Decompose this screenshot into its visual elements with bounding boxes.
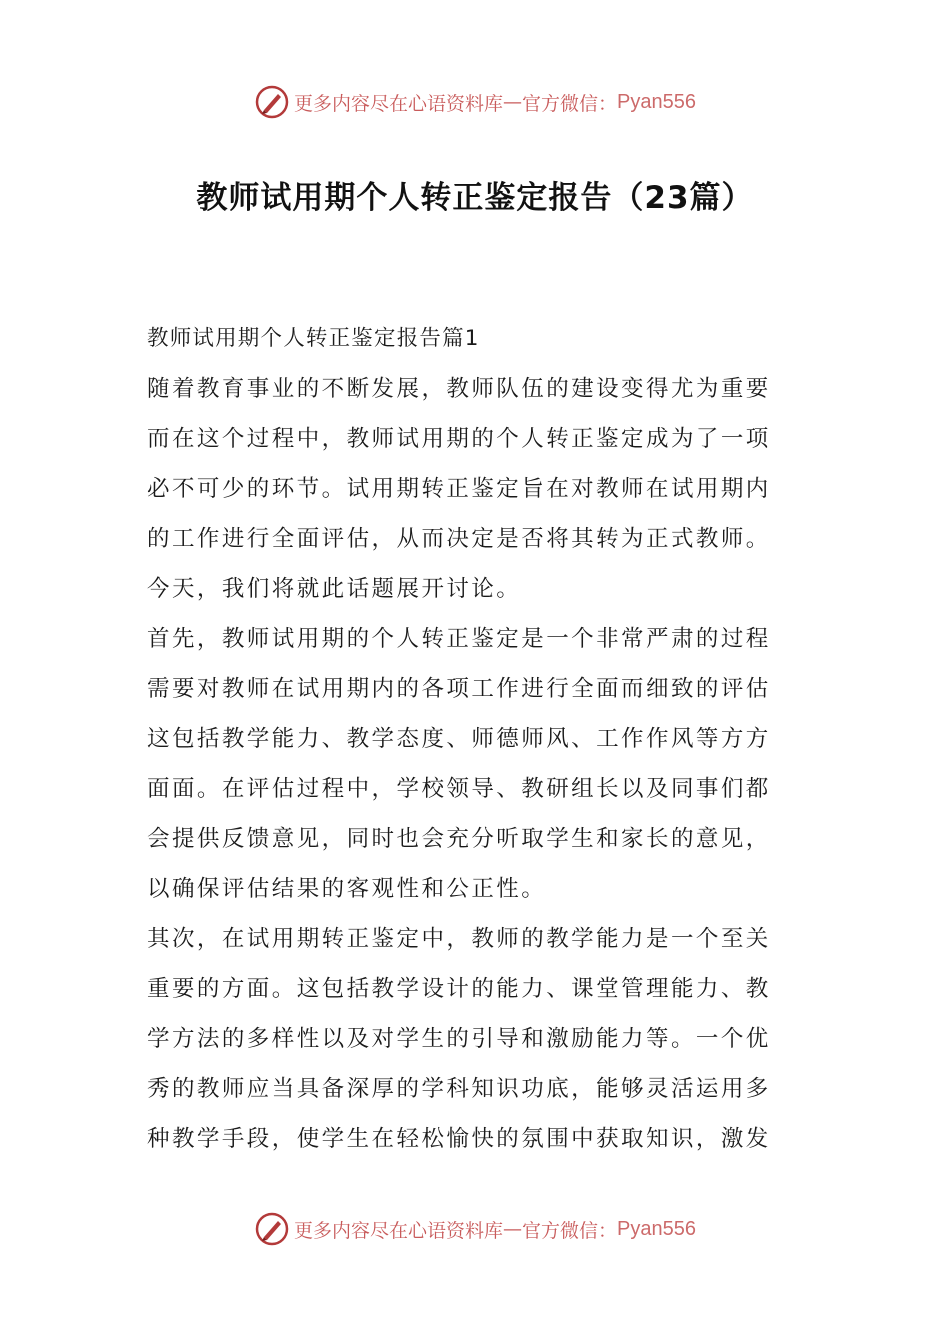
paragraph-line: 首先，教师试用期的个人转正鉴定是一个非常严肃的过程 — [147, 626, 771, 652]
paragraph-line: 需要对教师在试用期内的各项工作进行全面而细致的评估 — [147, 676, 771, 702]
watermark-dash: — — [503, 1218, 523, 1240]
watermark-site-text: 更多内容尽在心语资料库 — [294, 92, 504, 115]
watermark-wechat-label: 官方微信： — [522, 92, 618, 115]
paragraph-line: 面面。在评估过程中，学校领导、教研组长以及同事们都 — [147, 776, 771, 802]
paragraph-line: 会提供反馈意见，同时也会充分听取学生和家长的意见， — [147, 826, 771, 852]
watermark-site-text: 更多内容尽在心语资料库 — [294, 1219, 504, 1242]
watermark-wechat-label: 官方微信： — [522, 1219, 618, 1242]
paragraph-line: 而在这个过程中，教师试用期的个人转正鉴定成为了一项 — [147, 426, 771, 452]
section-heading: 教师试用期个人转正鉴定报告篇1 — [147, 326, 480, 351]
document-title: 教师试用期个人转正鉴定报告（23篇） — [196, 180, 754, 216]
pen-logo-icon — [254, 1211, 290, 1247]
watermark-wechat-id: Pyan556 — [617, 90, 696, 113]
paragraph-line: 其次，在试用期转正鉴定中，教师的教学能力是一个至关 — [147, 926, 771, 952]
document-body — [147, 314, 827, 1164]
paragraph-line: 学方法的多样性以及对学生的引导和激励能力等。一个优 — [147, 1026, 771, 1052]
paragraph-line: 随着教育事业的不断发展，教师队伍的建设变得尤为重要 — [147, 376, 771, 402]
paragraph-line: 种教学手段，使学生在轻松愉快的氛围中获取知识，激发 — [147, 1126, 771, 1152]
pen-logo-icon — [254, 84, 290, 120]
watermark-dash: — — [503, 91, 523, 113]
paragraph-line: 必不可少的环节。试用期转正鉴定旨在对教师在试用期内 — [147, 476, 771, 502]
watermark-banner-top — [0, 82, 950, 122]
paragraph-line: 的工作进行全面评估，从而决定是否将其转为正式教师。 — [147, 526, 771, 552]
paragraph-line: 重要的方面。这包括教学设计的能力、课堂管理能力、教 — [147, 976, 771, 1002]
paragraph-line: 这包括教学能力、教学态度、师德师风、工作作风等方方 — [147, 726, 771, 752]
watermark-banner-bottom — [0, 1209, 950, 1249]
paragraph-line: 以确保评估结果的客观性和公正性。 — [147, 876, 547, 902]
paragraph-line: 秀的教师应当具备深厚的学科知识功底，能够灵活运用多 — [147, 1076, 771, 1102]
paragraph-line: 今天，我们将就此话题展开讨论。 — [147, 576, 522, 602]
watermark-wechat-id: Pyan556 — [617, 1217, 696, 1240]
